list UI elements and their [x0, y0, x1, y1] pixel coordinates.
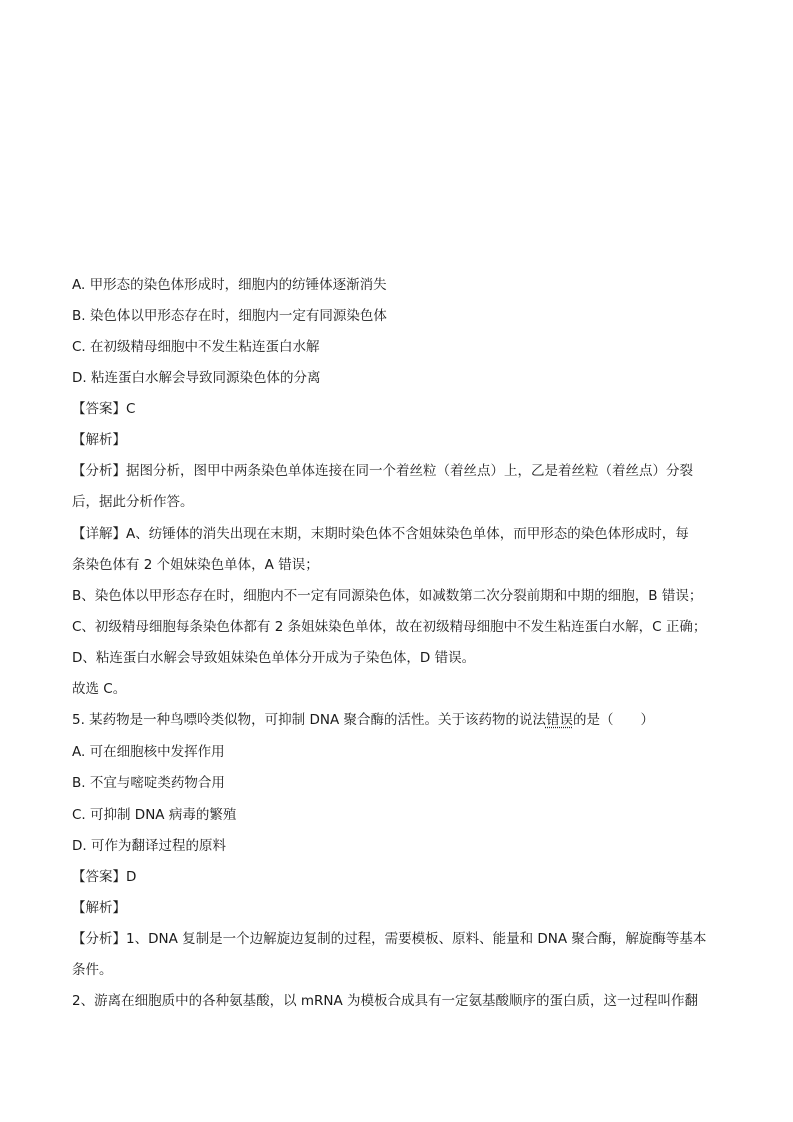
q5-analysis-heading: 【解析】 [72, 900, 126, 916]
q5-stem-before: 5. 某药物是一种鸟嘌呤类似物，可抑制 DNA 聚合酶的活性。关于该药物的说法 [72, 712, 546, 728]
q4-analysis-line-1: 【分析】据图分析，图甲中两条染色单体连接在同一个着丝粒（着丝点）上，乙是着丝粒（着丝点）分裂 [72, 463, 693, 479]
q5-option-d: D. 可作为翻译过程的原料 [72, 838, 226, 854]
q4-option-c: C. 在初级精母细胞中不发生粘连蛋白水解 [72, 339, 320, 355]
q4-conclusion: 故选 C。 [72, 681, 127, 697]
q4-option-d: D. 粘连蛋白水解会导致同源染色体的分离 [72, 370, 321, 386]
q4-answer: 【答案】C [72, 401, 136, 417]
q4-detail-b: B、染色体以甲形态存在时，细胞内不一定有同源染色体，如减数第二次分裂前期和中期的细胞，B 错误； [72, 588, 703, 604]
q4-detail-c: C、初级精母细胞每条染色体都有 2 条姐妹染色单体，故在初级精母细胞中不发生粘连蛋白水解，C 正确； [72, 619, 707, 635]
q4-detail-d: D、粘连蛋白水解会导致姐妹染色单体分开成为子染色体，D 错误。 [72, 650, 476, 666]
q5-option-b: B. 不宜与嘧啶类药物合用 [72, 775, 225, 791]
q4-option-b: B. 染色体以甲形态存在时，细胞内一定有同源染色体 [72, 308, 387, 324]
q4-option-a: A. 甲形态的染色体形成时，细胞内的纺锤体逐渐消失 [72, 277, 387, 293]
q4-analysis-line-2: 后，据此分析作答。 [72, 494, 194, 510]
q5-analysis-line-1: 【分析】1、DNA 复制是一个边解旋边复制的过程，需要模板、原料、能量和 DNA 聚合酶，解旋酶等基本 [72, 931, 707, 947]
q5-option-c: C. 可抑制 DNA 病毒的繁殖 [72, 807, 237, 823]
q5-stem-emphasis: 错误 [545, 712, 573, 728]
q4-detail-line-2: 条染色体有 2 个姐妹染色单体，A 错误； [72, 557, 319, 573]
q5-stem [72, 711, 722, 729]
q5-analysis-line-2: 条件。 [72, 962, 113, 978]
q4-analysis-heading: 【解析】 [72, 432, 126, 448]
q5-analysis-line-3: 2、游离在细胞质中的各种氨基酸，以 mRNA 为模板合成具有一定氨基酸顺序的蛋白质，这一过程叫作翻 [72, 993, 699, 1009]
q5-option-a: A. 可在细胞核中发挥作用 [72, 744, 225, 760]
q4-detail-line-1: 【详解】A、纺锤体的消失出现在末期，末期时染色体不含姐妹染色单体，而甲形态的染色体形成时，每 [72, 526, 689, 542]
q5-answer: 【答案】D [72, 869, 137, 885]
q5-stem-after: 的是（ ） [572, 712, 654, 728]
